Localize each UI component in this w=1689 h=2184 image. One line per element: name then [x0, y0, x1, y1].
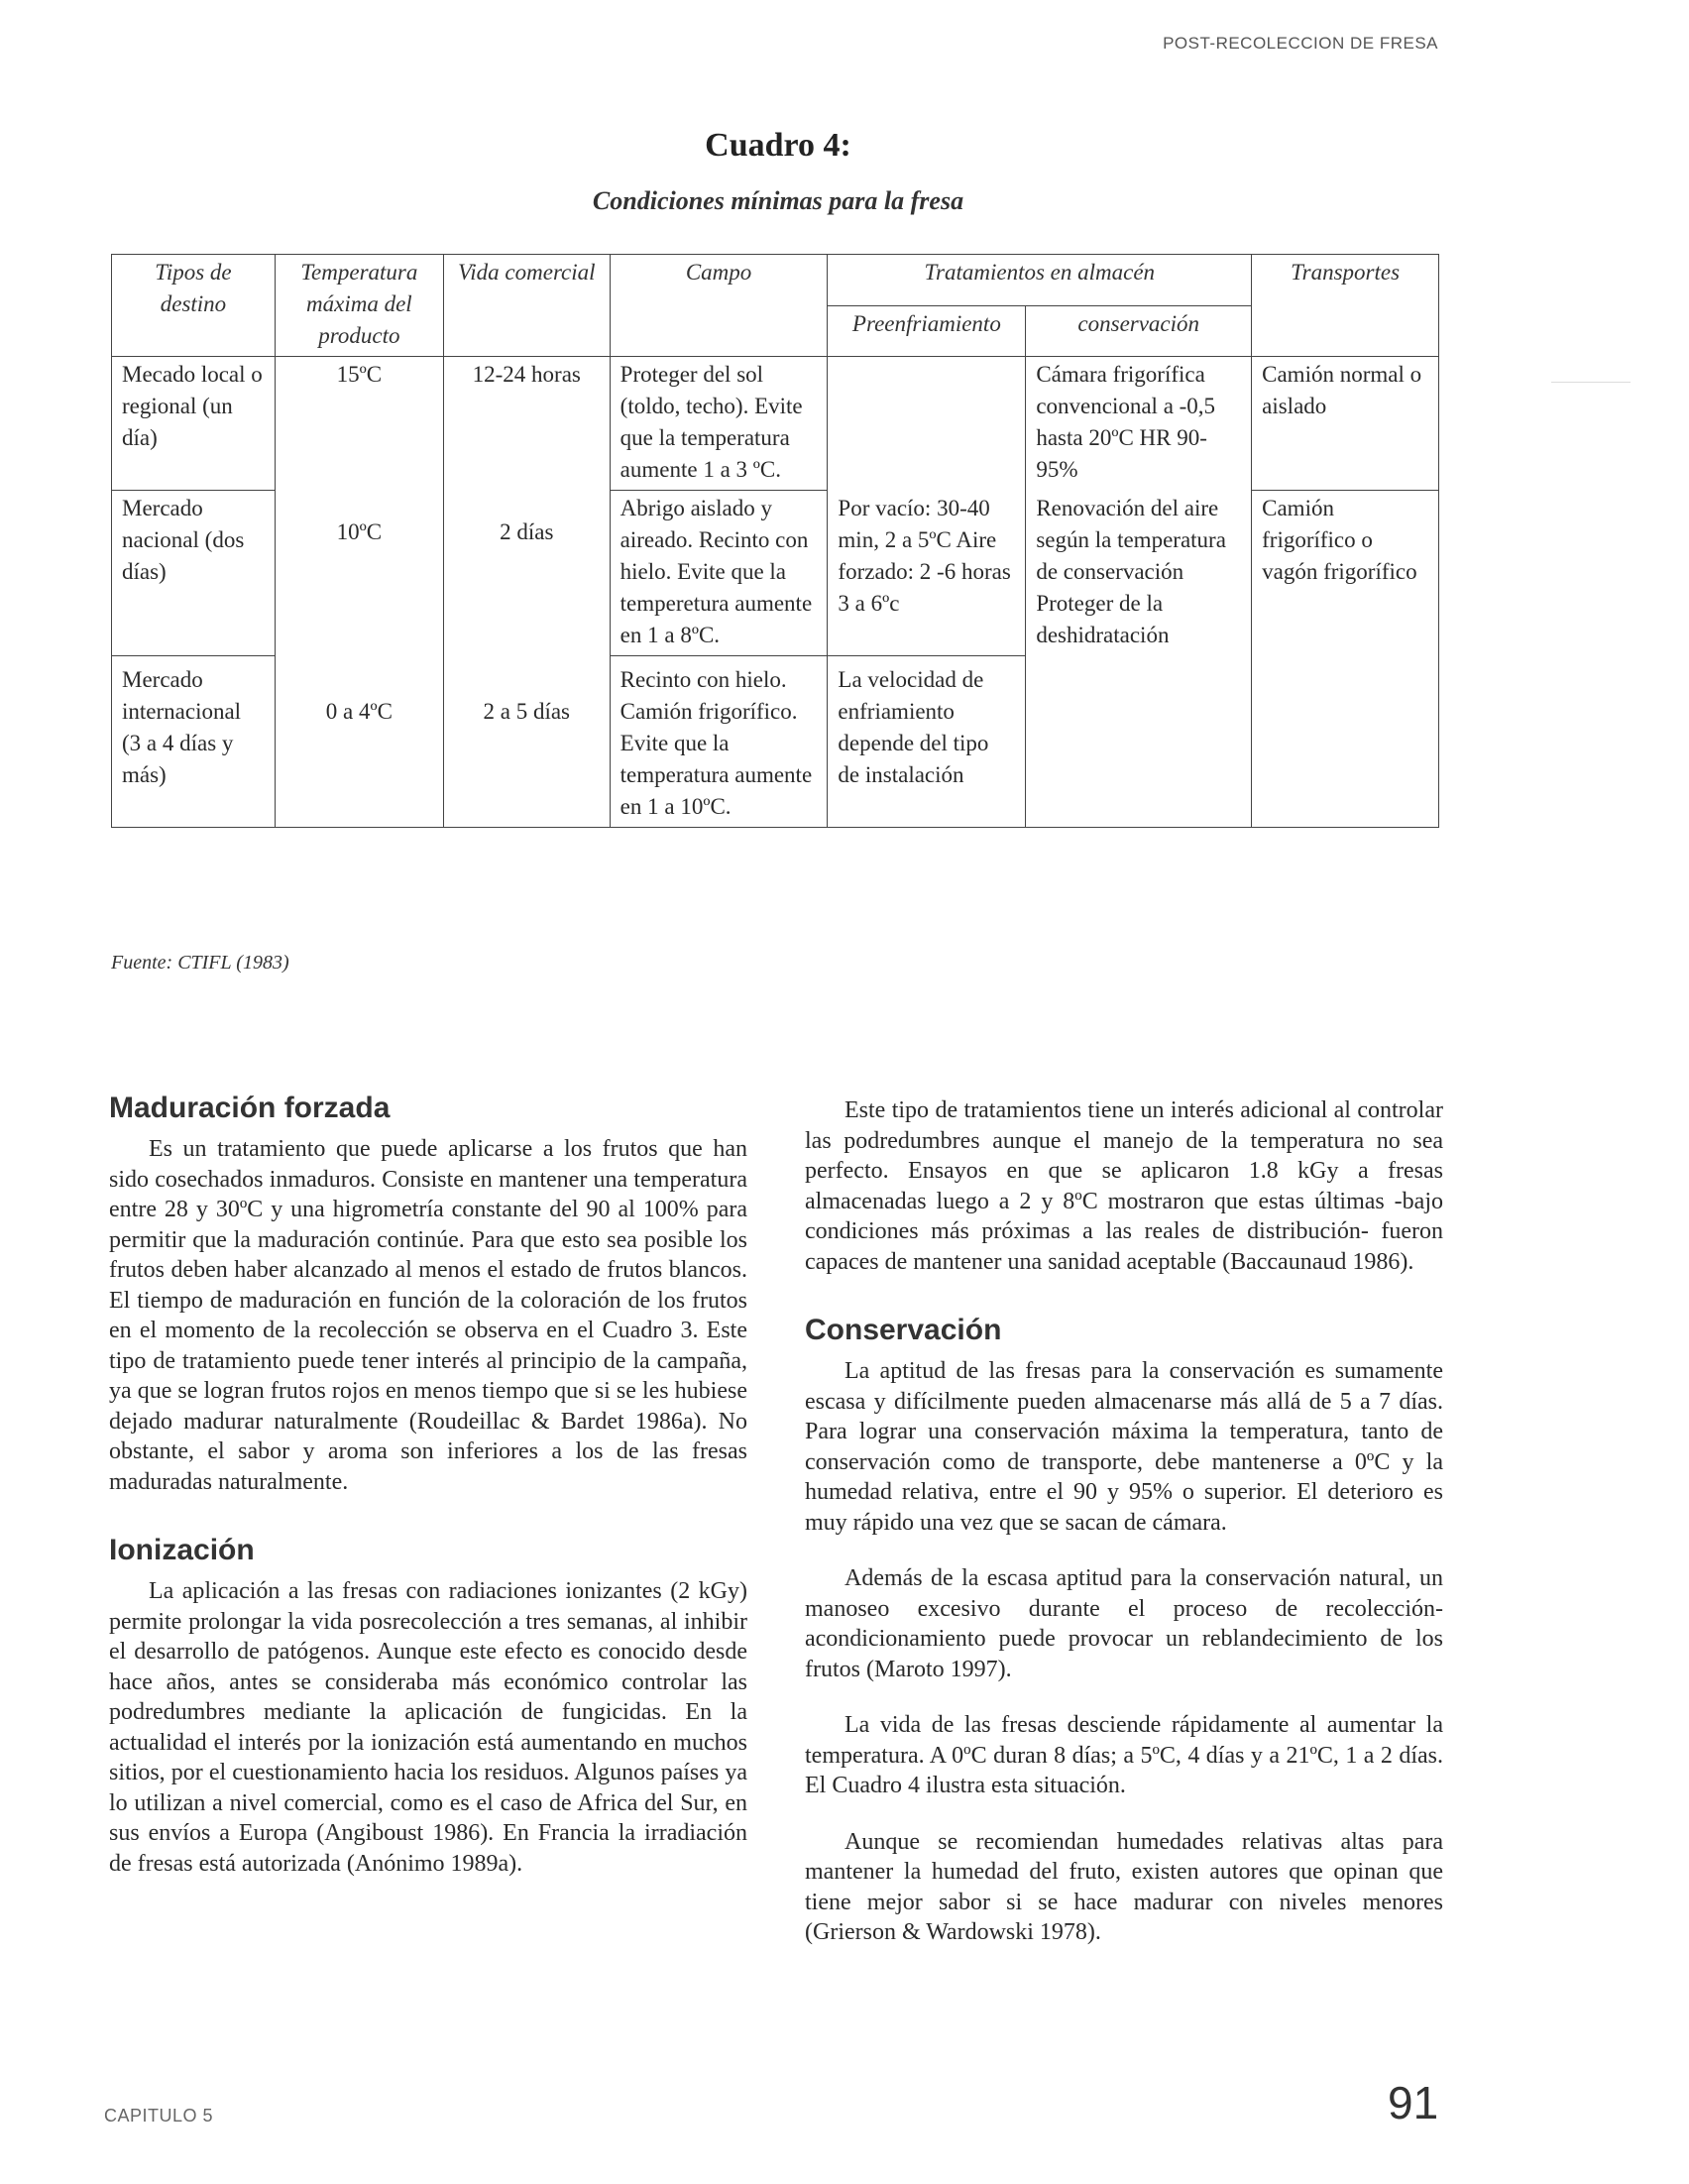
- table-caption-title: Cuadro 4:: [705, 127, 851, 164]
- left-column: [109, 1089, 747, 1879]
- heading-conservacion: Conservación: [805, 1314, 1002, 1346]
- cell-vida: 2 días: [443, 491, 610, 656]
- header-temperatura: Temperatura máxima del producto: [275, 255, 443, 357]
- cell-temp: 0 a 4ºC: [275, 656, 443, 828]
- conditions-table: [111, 254, 1439, 828]
- cell-transportes: Camión normal o aislado: [1252, 357, 1439, 491]
- cell-preenfriamiento: [828, 357, 1026, 491]
- cell-conservacion: Renovación del aire según la temperatura de conservación Proteger de la deshidratación: [1026, 491, 1252, 656]
- cell-vida: 12-24 horas: [443, 357, 610, 491]
- table-header-row: [112, 255, 1439, 306]
- cell-destino: Mercado nacional (dos días): [112, 491, 276, 656]
- paragraph: La aplicación a las fresas con radiaciones ionizantes (2 kGy) permite prolongar la vida posrecolección a tres semanas, al inhibir el desarrollo de patógenos. Aunque este efecto es conocido desde hace años, antes se consideraba más económico controlar las podredumbres mediante la aplicación de fungicidas. En la actualidad el interés por la ionización está aumentando en muchos sitios, por el cuestionamiento hacia los residuos. Algunos países ya lo utilizan a nivel comercial, como es el caso de Africa del Sur, en sus envíos a Europa (Angiboust 1986). En Francia la irradiación de fresas está autorizada (Anónimo 1989a).: [109, 1578, 747, 1877]
- right-column: [805, 1095, 1443, 1948]
- heading-ionizacion: Ionización: [109, 1534, 255, 1566]
- cell-preenfriamiento: La velocidad de enfriamiento depende del tipo de instalación: [828, 656, 1026, 828]
- cell-conservacion: [1026, 656, 1252, 828]
- cell-transportes: [1252, 656, 1439, 828]
- header-campo: Campo: [610, 255, 828, 357]
- table-row: [112, 491, 1439, 656]
- paragraph: Este tipo de tratamientos tiene un interés adicional al controlar las podredumbres aunque el manejo de la temperatura no sea perfecto. Ensayos en que se aplicaron 1.8 kGy a fresas almacenadas luego a 2 y 8ºC mostraron que estas últimas -bajo condiciones más próximas a las reales de distribución- fueron capaces de mantener una sanidad aceptable (Baccaunaud 1986).: [805, 1097, 1443, 1275]
- chapter-label: CAPITULO 5: [104, 2106, 214, 2126]
- cell-conservacion: Cámara frigorífica convencional a -0,5 hasta 20ºC HR 90-95%: [1026, 357, 1252, 491]
- paragraph: Además de la escasa aptitud para la conservación natural, un manoseo excesivo durante el proceso de recolección-acondicionamiento puede provocar un reblandecimiento de los frutos (Maroto 1997).: [805, 1565, 1443, 1682]
- heading-maduracion: Maduración forzada: [109, 1092, 391, 1124]
- header-preenfriamiento: Preenfriamiento: [828, 305, 1026, 357]
- paragraph: La vida de las fresas desciende rápidamente al aumentar la temperatura. A 0ºC duran 8 días; a 5ºC, 4 días y a 21ºC, 1 a 2 días. El Cuadro 4 ilustra esta situación.: [805, 1712, 1443, 1798]
- table-row: [112, 357, 1439, 491]
- header-transportes: Transportes: [1252, 255, 1439, 357]
- running-head: POST-RECOLECCION DE FRESA: [1163, 34, 1438, 53]
- cell-temp: 15ºC: [275, 357, 443, 491]
- paragraph: La aptitud de las fresas para la conservación es sumamente escasa y difícilmente pueden almacenarse más allá de 5 a 7 días. Para lograr una conservación máxima la temperatura, tanto de conservación como de transporte, debe mantenerse a 0ºC y la humedad relativa, entre el 90 y 95% o superior. El deterioro es muy rápido una vez que se sacan de cámara.: [805, 1358, 1443, 1536]
- cell-temp: 10ºC: [275, 491, 443, 656]
- cell-vida: 2 a 5 días: [443, 656, 610, 828]
- cell-destino: Mecado local o regional (un día): [112, 357, 276, 491]
- paragraph: Es un tratamiento que puede aplicarse a los frutos que han sido cosechados inmaduros. Consiste en mantener una temperatura entre 28 y 30ºC y una higrometría constante del 90 al 100% para permitir que la maduración continúe. Para que esto sea posible los frutos deben haber alcanzado al menos el estado de frutos blancos. El tiempo de maduración en función de la coloración de los frutos en el momento de la recolección se observa en el Cuadro 3. Este tipo de tratamiento puede tener interés al principio de la campaña, ya que se logran frutos rojos en menos tiempo que si se les hubiese dejado madurar naturalmente (Roudeillac & Bardet 1986a). No obstante, el sabor y aroma son inferiores a los de las fresas maduradas naturalmente.: [109, 1136, 747, 1495]
- margin-mark: [1551, 382, 1631, 383]
- cell-destino: Mercado internacional (3 a 4 días y más): [112, 656, 276, 828]
- paragraph: Aunque se recomiendan humedades relativas altas para mantener la humedad del fruto, existen autores que opinan que tiene mejor sabor si se hace madurar con niveles menores (Grierson & Wardowski 1978).: [805, 1828, 1443, 1945]
- header-conservacion: conservación: [1026, 305, 1252, 357]
- header-tratamientos: Tratamientos en almacén: [828, 255, 1252, 306]
- cell-transportes: Camión frigorífico o vagón frigorífico: [1252, 491, 1439, 656]
- header-vida-comercial: Vida comercial: [443, 255, 610, 357]
- header-tipos-destino: Tipos de destino: [112, 255, 276, 357]
- cell-campo: Proteger del sol (toldo, techo). Evite que la temperatura aumente 1 a 3 ºC.: [610, 357, 828, 491]
- table-row: [112, 656, 1439, 828]
- cell-campo: Recinto con hielo. Camión frigorífico. Evite que la temperatura aumente en 1 a 10ºC.: [610, 656, 828, 828]
- table-caption-subtitle: Condiciones mínimas para la fresa: [592, 186, 964, 215]
- cell-campo: Abrigo aislado y aireado. Recinto con hielo. Evite que la temperetura aumente en 1 a 8ºC.: [610, 491, 828, 656]
- cell-preenfriamiento: Por vacío: 30-40 min, 2 a 5ºC Aire forzado: 2 -6 horas 3 a 6ºc: [828, 491, 1026, 656]
- table-source: Fuente: CTIFL (1983): [111, 952, 289, 974]
- page-number: 91: [1388, 2077, 1439, 2128]
